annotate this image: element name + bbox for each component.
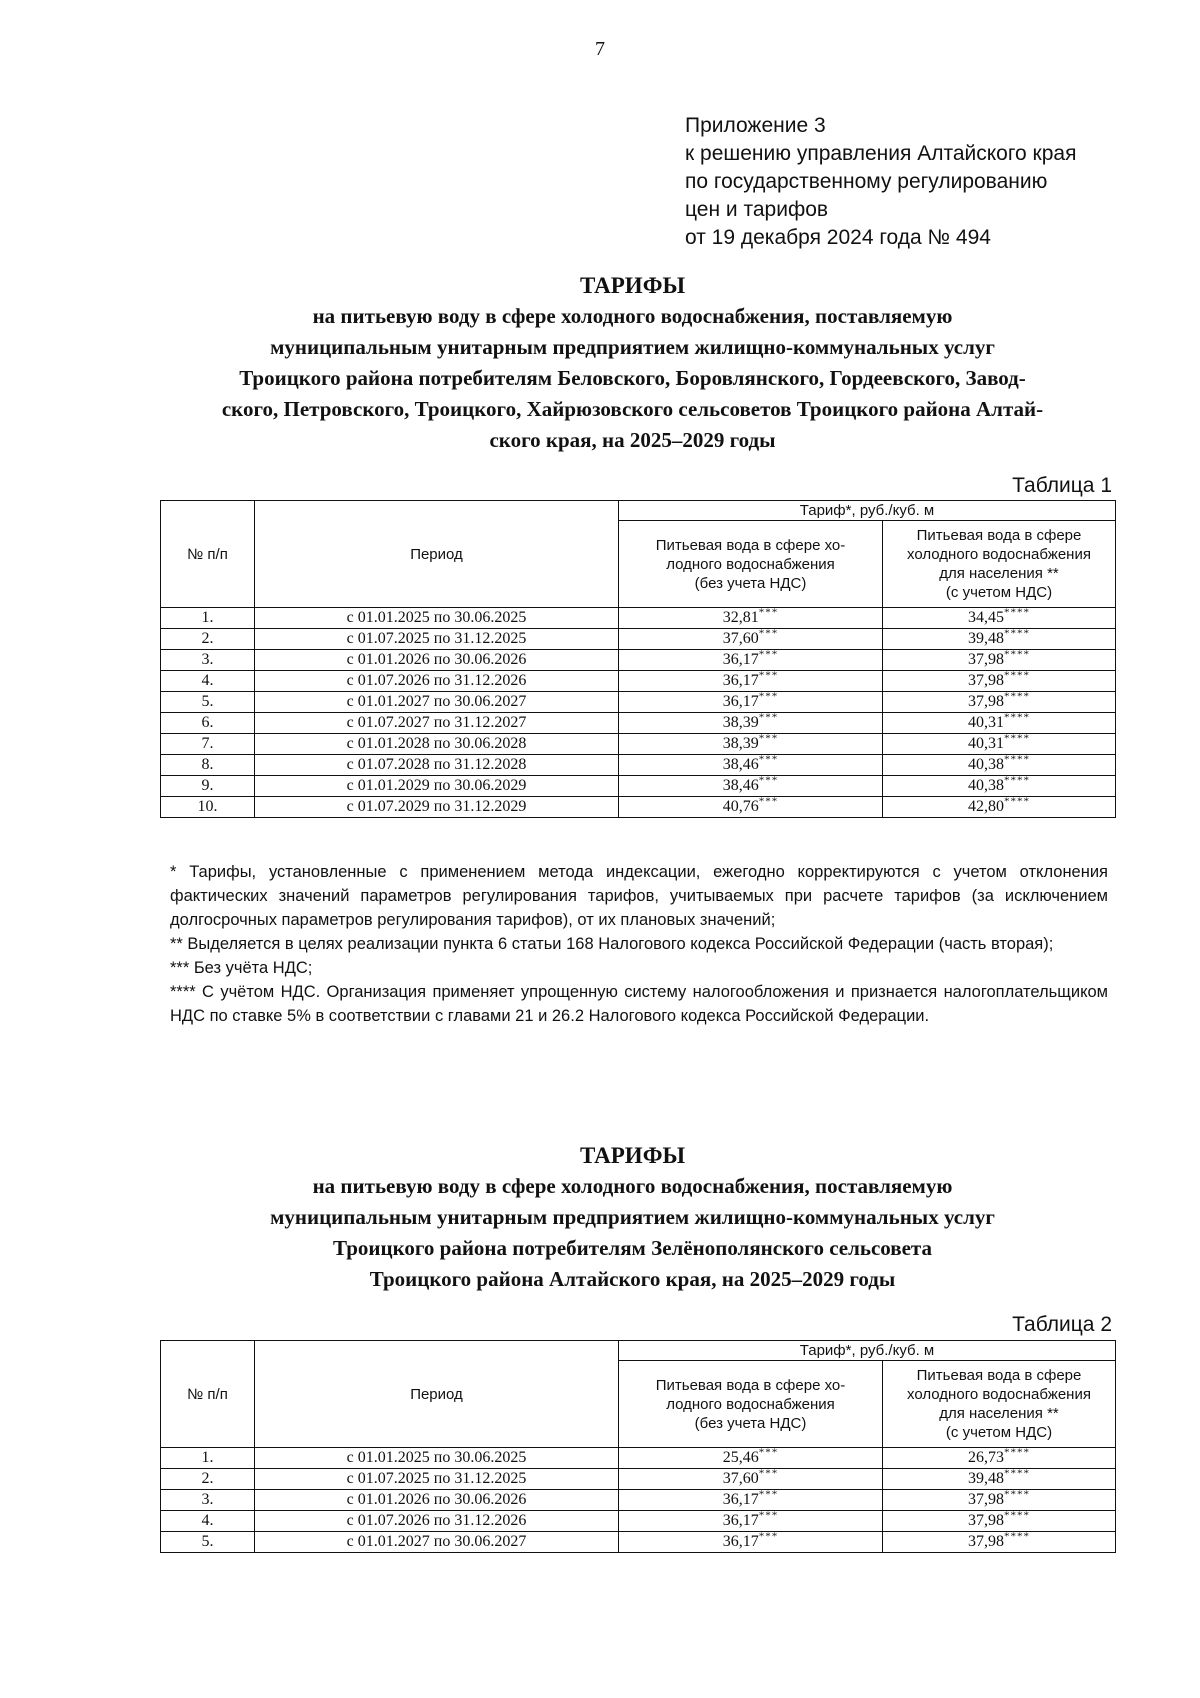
row-period: с 01.01.2029 по 30.06.2029 [255, 776, 619, 797]
footnote-mark: **** [1004, 732, 1030, 745]
footnote: **** С учётом НДС. Организация применяет упрощенную систему налогообложения и признается налогоплательщиком НДС по ставке 5% в соответствии с главами 21 и 26.2 Налогового кодекса Российской Федерации. [170, 983, 1108, 1025]
footnote-mark: **** [1004, 774, 1030, 787]
tariff-no-vat: 32,81*** [619, 608, 883, 629]
tariff-no-vat: 36,17*** [619, 650, 883, 671]
footnote-mark: *** [758, 732, 779, 745]
col-with-vat-header: Питьевая вода в сфере холодного водоснабжения для населения ** (с учетом НДС) [883, 521, 1116, 608]
row-number: 8. [161, 755, 255, 776]
annex-block [685, 112, 1076, 252]
footnote-mark: **** [1004, 606, 1030, 619]
section2-subtitle-line: Троицкого района потребителям Зелёнополянского сельсовета [332, 1236, 933, 1260]
section1-subtitle-line: на питьевую воду в сфере холодного водоснабжения, поставляемую [312, 304, 953, 328]
tariff-with-vat: 37,98**** [883, 650, 1116, 671]
row-period: с 01.01.2028 по 30.06.2028 [255, 734, 619, 755]
footnotes [170, 860, 1108, 1028]
tariff-with-vat: 40,31**** [883, 713, 1116, 734]
tariff-with-vat: 40,38**** [883, 776, 1116, 797]
table1-body [161, 608, 1116, 818]
row-number: 9. [161, 776, 255, 797]
tariff-with-vat: 26,73**** [883, 1448, 1116, 1469]
row-number: 5. [161, 692, 255, 713]
section1-subtitle-line: ского края, на 2025–2029 годы [489, 428, 776, 452]
footnote-mark: *** [758, 690, 779, 703]
tariff-no-vat: 36,17*** [619, 1490, 883, 1511]
footnote-mark: **** [1004, 711, 1030, 724]
tariff-with-vat: 37,98**** [883, 1511, 1116, 1532]
footnote-mark: **** [1004, 1467, 1030, 1480]
footnote-mark: **** [1004, 795, 1030, 808]
footnote-mark: *** [758, 795, 779, 808]
table-row [161, 734, 1116, 755]
section1-subtitle-line: Троицкого района потребителям Беловского, Боровлянского, Гордеевского, Завод- [239, 366, 1026, 390]
row-number: 6. [161, 713, 255, 734]
row-period: с 01.07.2025 по 31.12.2025 [255, 1469, 619, 1490]
section2-subtitle-line: муниципальным унитарным предприятием жилищно-коммунальных услуг [270, 1205, 995, 1229]
footnote-mark: **** [1004, 753, 1030, 766]
row-number: 2. [161, 629, 255, 650]
row-period: с 01.01.2025 по 30.06.2025 [255, 1448, 619, 1469]
tariff-no-vat: 36,17*** [619, 1532, 883, 1553]
footnote-mark: *** [758, 669, 779, 682]
col-period-header: Период [255, 1341, 619, 1448]
footnote-mark: **** [1004, 1488, 1030, 1501]
section2-subtitle-line: Троицкого района Алтайского края, на 2025–2029 годы [369, 1267, 896, 1291]
annex-line: по государственному регулированию [685, 170, 1048, 193]
section2-heading [150, 1140, 1115, 1295]
footnote-mark: *** [758, 774, 779, 787]
page-number: 7 [595, 38, 605, 60]
row-number: 1. [161, 608, 255, 629]
row-number: 10. [161, 797, 255, 818]
annex-line: цен и тарифов [685, 198, 829, 221]
col-no-vat-header: Питьевая вода в сфере хо- лодного водоснабжения (без учета НДС) [619, 521, 883, 608]
row-period: с 01.01.2026 по 30.06.2026 [255, 650, 619, 671]
table-row [161, 1469, 1116, 1490]
row-period: с 01.01.2027 по 30.06.2027 [255, 1532, 619, 1553]
tariff-with-vat: 39,48**** [883, 1469, 1116, 1490]
section1-subtitle-line: ского, Петровского, Троицкого, Хайрюзовского сельсоветов Троицкого района Алтай- [221, 397, 1044, 421]
annex-line: от 19 декабря 2024 года № 494 [685, 226, 991, 249]
row-period: с 01.07.2029 по 31.12.2029 [255, 797, 619, 818]
table-row [161, 692, 1116, 713]
footnote-mark: **** [1004, 1509, 1030, 1522]
table-row [161, 776, 1116, 797]
col-num-header: № п/п [161, 1341, 255, 1448]
table-row [161, 1448, 1116, 1469]
footnote-mark: *** [758, 1467, 779, 1480]
tariff-with-vat: 37,98**** [883, 1490, 1116, 1511]
annex-line: Приложение 3 [685, 114, 826, 137]
tariff-no-vat: 25,46*** [619, 1448, 883, 1469]
footnote-mark: *** [758, 711, 779, 724]
footnote: ** Выделяется в целях реализации пункта 6 статьи 168 Налогового кодекса Российской Федерации (часть вторая); [170, 935, 1054, 953]
tariff-no-vat: 38,39*** [619, 734, 883, 755]
col-with-vat-header: Питьевая вода в сфере холодного водоснабжения для населения ** (с учетом НДС) [883, 1361, 1116, 1448]
tariff-no-vat: 38,46*** [619, 776, 883, 797]
footnote-mark: *** [758, 627, 779, 640]
tariff-table-1 [160, 500, 1116, 818]
col-period-header: Период [255, 501, 619, 608]
table-row [161, 671, 1116, 692]
tariff-no-vat: 36,17*** [619, 1511, 883, 1532]
row-period: с 01.01.2026 по 30.06.2026 [255, 1490, 619, 1511]
footnote-mark: **** [1004, 648, 1030, 661]
tariff-with-vat: 42,80**** [883, 797, 1116, 818]
footnote-mark: **** [1004, 669, 1030, 682]
table2-caption: Таблица 2 [1012, 1313, 1112, 1336]
footnote-mark: *** [758, 1530, 779, 1543]
footnote: * Тарифы, установленные с применением метода индексации, ежегодно корректируются с учетом отклонения фактических значений параметров регулирования тарифов, учитываемых при расчете тарифов (за исключением долгосрочных параметров регулирования тарифов), от их плановых значений; [170, 863, 1108, 929]
col-no-vat-header: Питьевая вода в сфере хо- лодного водоснабжения (без учета НДС) [619, 1361, 883, 1448]
row-period: с 01.07.2026 по 31.12.2026 [255, 671, 619, 692]
footnote-mark: **** [1004, 1530, 1030, 1543]
tariff-with-vat: 40,31**** [883, 734, 1116, 755]
tariff-with-vat: 37,98**** [883, 1532, 1116, 1553]
tariff-no-vat: 37,60*** [619, 629, 883, 650]
row-number: 2. [161, 1469, 255, 1490]
footnote-mark: *** [758, 1488, 779, 1501]
table-row [161, 650, 1116, 671]
tariff-with-vat: 39,48**** [883, 629, 1116, 650]
row-period: с 01.07.2025 по 31.12.2025 [255, 629, 619, 650]
table2-body [161, 1448, 1116, 1553]
tariff-with-vat: 37,98**** [883, 671, 1116, 692]
footnote: *** Без учёта НДС; [170, 959, 313, 977]
table-row [161, 1511, 1116, 1532]
section1-subtitle-line: муниципальным унитарным предприятием жилищно-коммунальных услуг [270, 335, 995, 359]
table-row [161, 608, 1116, 629]
table-row [161, 1490, 1116, 1511]
col-tariff-header: Тариф*, руб./куб. м [619, 501, 1116, 521]
table-row [161, 755, 1116, 776]
tariff-no-vat: 40,76*** [619, 797, 883, 818]
col-tariff-header: Тариф*, руб./куб. м [619, 1341, 1116, 1361]
table-row [161, 713, 1116, 734]
row-number: 4. [161, 1511, 255, 1532]
col-num-header: № п/п [161, 501, 255, 608]
tariff-no-vat: 38,39*** [619, 713, 883, 734]
tariff-no-vat: 37,60*** [619, 1469, 883, 1490]
footnote-mark: *** [758, 753, 779, 766]
section2-subtitle-line: на питьевую воду в сфере холодного водоснабжения, поставляемую [312, 1174, 953, 1198]
row-period: с 01.07.2026 по 31.12.2026 [255, 1511, 619, 1532]
tariff-with-vat: 37,98**** [883, 692, 1116, 713]
table-row [161, 797, 1116, 818]
row-number: 3. [161, 650, 255, 671]
table-row [161, 629, 1116, 650]
table1-caption: Таблица 1 [1012, 474, 1112, 497]
section1-title: ТАРИФЫ [579, 273, 686, 298]
footnote-mark: **** [1004, 1446, 1030, 1459]
footnote-mark: *** [758, 1446, 779, 1459]
tariff-no-vat: 36,17*** [619, 671, 883, 692]
tariff-with-vat: 40,38**** [883, 755, 1116, 776]
row-period: с 01.01.2025 по 30.06.2025 [255, 608, 619, 629]
row-period: с 01.01.2027 по 30.06.2027 [255, 692, 619, 713]
annex-line: к решению управления Алтайского края [685, 142, 1077, 165]
tariff-table-2 [160, 1340, 1116, 1553]
footnote-mark: *** [758, 606, 779, 619]
row-number: 1. [161, 1448, 255, 1469]
tariff-no-vat: 38,46*** [619, 755, 883, 776]
section2-title: ТАРИФЫ [579, 1143, 686, 1168]
footnote-mark: **** [1004, 690, 1030, 703]
footnote-mark: *** [758, 648, 779, 661]
footnote-mark: *** [758, 1509, 779, 1522]
table-row [161, 1532, 1116, 1553]
row-number: 3. [161, 1490, 255, 1511]
footnote-mark: **** [1004, 627, 1030, 640]
row-number: 7. [161, 734, 255, 755]
tariff-with-vat: 34,45**** [883, 608, 1116, 629]
section1-heading [150, 270, 1115, 456]
row-number: 4. [161, 671, 255, 692]
row-period: с 01.07.2027 по 31.12.2027 [255, 713, 619, 734]
row-number: 5. [161, 1532, 255, 1553]
row-period: с 01.07.2028 по 31.12.2028 [255, 755, 619, 776]
tariff-no-vat: 36,17*** [619, 692, 883, 713]
